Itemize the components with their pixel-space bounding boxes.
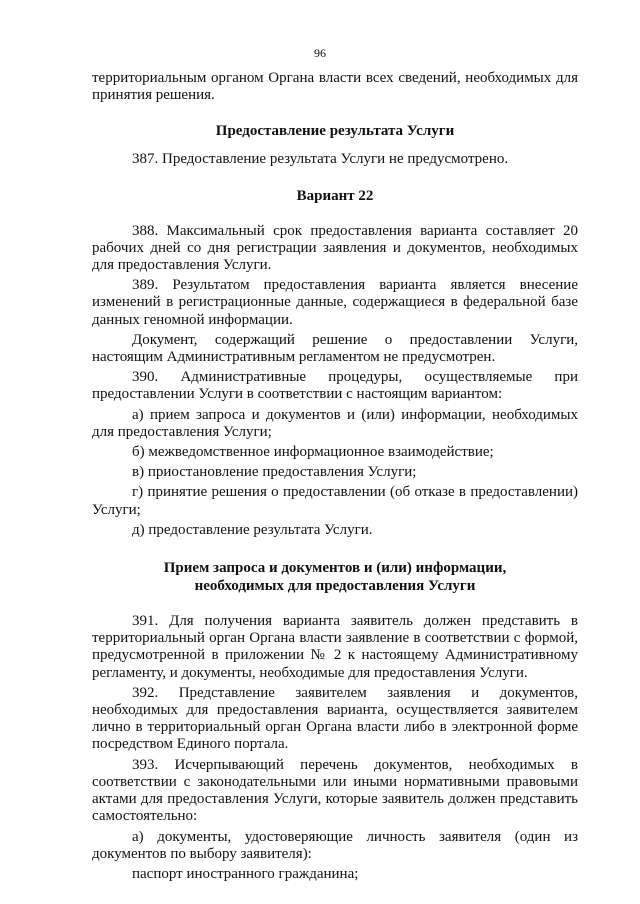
paragraph-393-a: а) документы, удостоверяющие личность заявителя (один из документов по выбору заявителя): <box>92 828 578 862</box>
paragraph-390: 390. Административные процедуры, осуществляемые при предоставлении Услуги в соответствии с настоящим вариантом: <box>92 369 578 403</box>
list-item-b: б) межведомственное информационное взаимодействие; <box>132 444 494 461</box>
section-heading-result: Предоставление результата Услуги <box>215 123 455 140</box>
paragraph-388: 388. Максимальный срок предоставления варианта составляет 20 рабочих дней со дня регистрации заявления и документов, необходимых для предоставления Услуги. <box>92 222 578 274</box>
paragraph-393: 393. Исчерпывающий перечень документов, необходимых в соответствии с законодательными или иными нормативными правовыми актами для предоставления Услуги, которые заявитель должен представить самостоятельно: <box>92 756 578 825</box>
list-item-v: в) приостановление предоставления Услуги; <box>132 464 417 481</box>
page-number: 96 <box>314 46 326 60</box>
section-heading-reception-line2: необходимых для предоставления Услуги <box>194 578 476 595</box>
list-item-g: г) принятие решения о предоставлении (об отказе в предоставлении) Услуги; <box>92 484 578 518</box>
section-heading-reception-line1: Прием запроса и документов и (или) информации, <box>163 560 507 577</box>
section-heading-reception <box>92 559 578 595</box>
paragraph-393-passport: паспорт иностранного гражданина; <box>132 865 359 882</box>
paragraph-389-document: Документ, содержащий решение о предоставлении Услуги, настоящим Административным регламентом не предусмотрен. <box>92 331 578 366</box>
list-item-a: а) прием запроса и документов и (или) информации, необходимых для предоставления Услуги; <box>92 406 578 440</box>
paragraph-391: 391. Для получения варианта заявитель должен представить в территориальный орган Органа власти заявление в соответствии с формой, предусмотренной в приложении № 2 к настоящему Административному регламенту, и документы, необходимые для предоставления Услуги. <box>92 613 578 681</box>
continuation-paragraph: территориальным органом Органа власти всех сведений, необходимых для принятия решения. <box>92 70 578 104</box>
document-body <box>92 70 578 883</box>
variant-heading: Вариант 22 <box>296 187 374 204</box>
paragraph-392: 392. Представление заявителем заявления и документов, необходимых для предоставления варианта, осуществляется заявителем лично в территориальный орган Органа власти либо в электронной форме посредством Единого портала. <box>92 684 578 753</box>
paragraph-389: 389. Результатом предоставления варианта является внесение изменений в регистрационные данные, содержащиеся в федеральной базе данных геномной информации. <box>92 277 578 328</box>
list-item-d: д) предоставление результата Услуги. <box>132 521 373 538</box>
paragraph-387: 387. Предоставление результата Услуги не предусмотрено. <box>132 151 509 168</box>
